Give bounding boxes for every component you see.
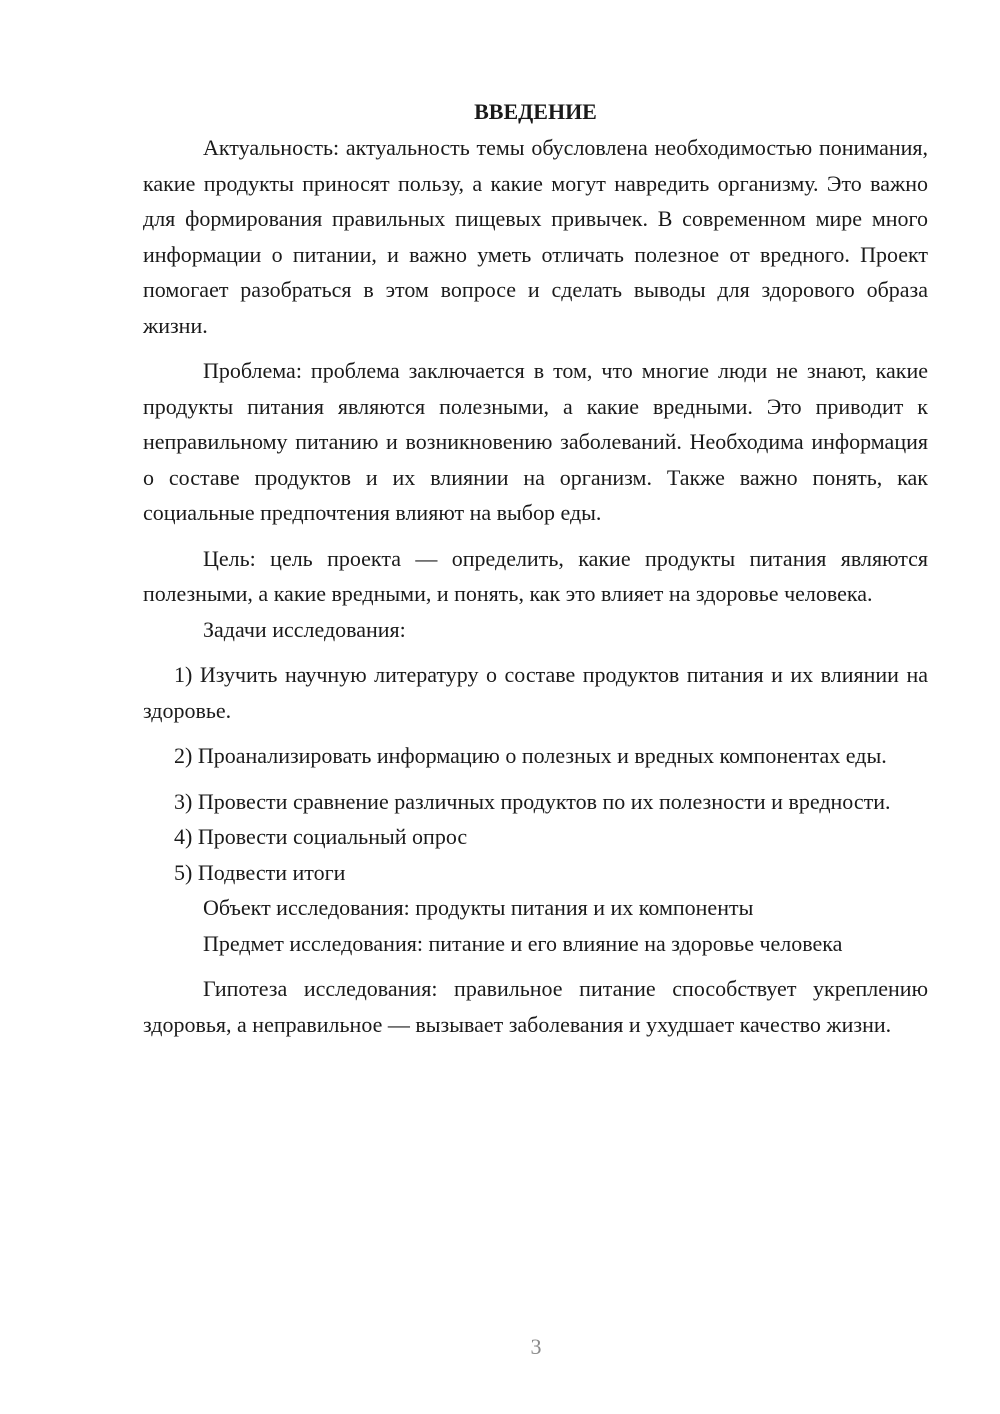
page-title: ВВЕДЕНИЕ <box>474 99 597 124</box>
paragraph-hypothesis: Гипотеза исследования: правильное питание способствует укреплению здоровья, а неправильное — вызывает заболевания и ухудшает качество жизни. <box>143 976 928 1037</box>
page-number: 3 <box>530 1334 542 1359</box>
task-item-4: 4) Провести социальный опрос <box>174 824 468 849</box>
tasks-heading: Задачи исследования: <box>203 616 406 642</box>
paragraph-problem: Проблема: проблема заключается в том, что многие люди не знают, какие продукты питания являются полезными, а какие вредными. Это приводит к неправильному питанию и возникновению заболеваний. Необходима информация о составе продуктов и их влиянии на организм. Также важно понять, как социальные предпочтения влияют на выбор еды. <box>143 358 928 525</box>
paragraph-goal: Цель: цель проекта — определить, какие продукты питания являются полезными, а какие вредными, и понять, как это влияет на здоровье человека. <box>143 545 928 606</box>
task-item-2: 2) Проанализировать информацию о полезных и вредных компонентах еды. <box>174 743 887 768</box>
task-item-5: 5) Подвести итоги <box>174 859 346 885</box>
task-item-3: 3) Провести сравнение различных продуктов по их полезности и вредности. <box>174 788 891 814</box>
task-item-1: 1) Изучить научную литературу о составе продуктов питания и их влиянии на здоровье. <box>143 662 928 723</box>
document-body <box>143 93 928 1042</box>
paragraph-relevance: Актуальность: актуальность темы обусловлена необходимостью понимания, какие продукты приносят пользу, а какие могут навредить организму. Это важно для формирования правильных пищевых привычек. В современном мире много информации о питании, и важно уметь отличать полезное от вредного. Проект помогает разобраться в этом вопросе и сделать выводы для здорового образа жизни. <box>143 135 928 338</box>
paragraph-object: Объект исследования: продукты питания и их компоненты <box>203 895 754 920</box>
paragraph-subject: Предмет исследования: питание и его влияние на здоровье человека <box>203 930 843 956</box>
